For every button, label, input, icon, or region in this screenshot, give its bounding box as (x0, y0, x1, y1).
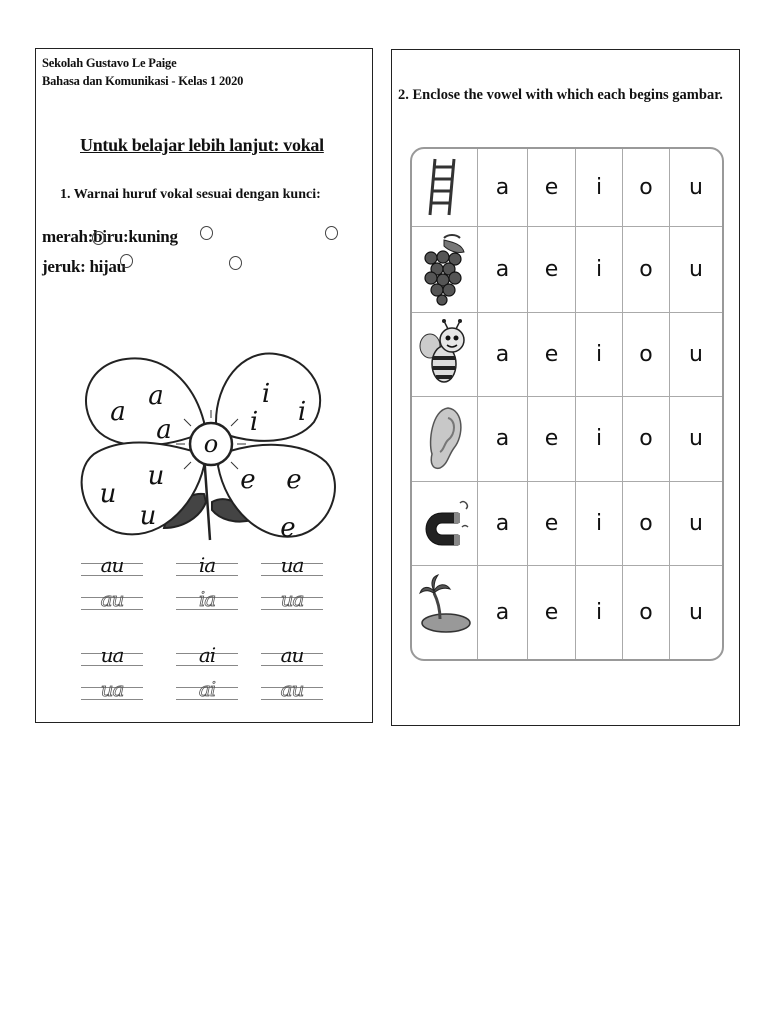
vowel-option-e[interactable]: e (528, 149, 576, 226)
color-key-circle-green[interactable] (229, 256, 242, 270)
flower-letter-i: i (249, 407, 259, 437)
vowel-option-i[interactable]: i (576, 149, 623, 226)
word-practice (261, 643, 323, 669)
word-trace[interactable] (176, 587, 238, 613)
vowel-option-e[interactable]: e (528, 565, 576, 659)
color-key-line-1: merah:biru:kuning (42, 227, 178, 246)
word-trace[interactable] (261, 677, 323, 703)
word-practice (261, 553, 323, 579)
vowel-option-o[interactable]: o (623, 149, 670, 226)
island-icon (418, 571, 474, 645)
word-trace[interactable] (261, 587, 323, 613)
vowel-option-a[interactable]: a (478, 565, 528, 659)
flower-letter-a: a (156, 415, 172, 445)
flower-letter-i: i (261, 379, 271, 409)
flower-letter-e: e (240, 465, 256, 495)
vowel-option-e[interactable]: e (528, 481, 576, 565)
color-key-circle-orange[interactable] (120, 254, 133, 268)
picture-cell (412, 396, 478, 481)
vowel-option-o[interactable]: o (623, 481, 670, 565)
word-trace-text: au (280, 677, 304, 701)
flower-letter-u: u (99, 479, 117, 509)
color-key-circle-yellow[interactable] (325, 226, 338, 240)
magnet-icon (418, 487, 470, 559)
word-trace[interactable] (176, 677, 238, 703)
flower-letter-o: o (203, 430, 219, 458)
vowel-option-o[interactable]: o (623, 312, 670, 396)
right-worksheet (391, 49, 740, 726)
word-text: ai (198, 643, 216, 667)
vowel-option-i[interactable]: i (576, 481, 623, 565)
flower-letter-u: u (147, 461, 165, 491)
vowel-row-magnet (412, 481, 722, 566)
vowel-option-a[interactable]: a (478, 312, 528, 396)
vowel-option-e[interactable]: e (528, 312, 576, 396)
word-text: ua (100, 643, 124, 667)
vowel-row-grapes (412, 226, 722, 313)
vowel-option-e[interactable]: e (528, 226, 576, 312)
vowel-flower-illustration (76, 314, 341, 542)
vowel-option-a[interactable]: a (478, 149, 528, 226)
petal-bottom-right (218, 445, 335, 537)
word-trace-text: ua (100, 677, 124, 701)
picture-cell (412, 226, 478, 312)
vowel-option-i[interactable]: i (576, 396, 623, 481)
instruction-1: 1. Warnai huruf vokal sesuai dengan kunci: (60, 187, 321, 202)
grapes-icon (418, 232, 470, 306)
vowel-option-o[interactable]: o (623, 226, 670, 312)
word-text: ia (198, 553, 216, 577)
vowel-option-o[interactable]: o (623, 565, 670, 659)
vowel-option-o[interactable]: o (623, 396, 670, 481)
flower-letter-e: e (286, 465, 302, 495)
word-trace-text: au (100, 587, 124, 611)
vowel-option-i[interactable]: i (576, 226, 623, 312)
vowel-option-a[interactable]: a (478, 226, 528, 312)
vowel-option-u[interactable]: u (689, 510, 703, 536)
word-practice (81, 553, 143, 579)
word-practice (81, 643, 143, 669)
vowel-option-u[interactable]: u (689, 341, 703, 367)
vowel-row-ladder (412, 149, 722, 227)
vowel-option-e[interactable]: e (528, 396, 576, 481)
bee-icon (418, 318, 470, 390)
vowel-option-a[interactable]: a (478, 481, 528, 565)
vowel-row-ear (412, 396, 722, 482)
word-practice (176, 643, 238, 669)
school-name: Sekolah Gustavo Le Paige (42, 56, 177, 70)
word-text: au (280, 643, 304, 667)
flower-letter-u: u (139, 501, 157, 531)
color-key-circle-blue[interactable] (200, 226, 213, 240)
worksheet-title: Untuk belajar lebih lanjut: vokal (80, 135, 324, 155)
flower-letter-a: a (110, 397, 126, 427)
word-text: ua (280, 553, 304, 577)
instruction-2: 2. Enclose the vowel with which each begins gambar. (398, 87, 723, 103)
vowel-table (410, 147, 724, 661)
vowel-row-bee (412, 312, 722, 397)
left-worksheet (35, 48, 373, 723)
subject-line: Bahasa dan Komunikasi - Kelas 1 2020 (42, 74, 244, 88)
color-key-circle-red[interactable] (92, 231, 105, 245)
ladder-icon (418, 155, 470, 219)
vowel-option-i[interactable]: i (576, 565, 623, 659)
vowel-option-u[interactable]: u (689, 256, 703, 282)
picture-cell (412, 481, 478, 565)
vowel-option-u[interactable]: u (689, 175, 703, 200)
picture-cell (412, 565, 478, 659)
petal-top-left (86, 358, 204, 445)
picture-cell (412, 312, 478, 396)
flower-letter-i: i (297, 397, 307, 427)
color-key-line-2: jeruk: hijau (42, 257, 126, 276)
ear-icon (418, 402, 470, 474)
word-trace[interactable] (81, 587, 143, 613)
word-trace-text: ai (198, 677, 216, 701)
flower-letter-e: e (280, 513, 296, 542)
word-text: au (100, 553, 124, 577)
vowel-option-i[interactable]: i (576, 312, 623, 396)
flower-letter-a: a (148, 381, 164, 411)
word-trace-text: ua (280, 587, 304, 611)
vowel-option-u[interactable]: u (689, 426, 703, 451)
word-practice (176, 553, 238, 579)
word-trace[interactable] (81, 677, 143, 703)
word-trace-text: ia (198, 587, 216, 611)
vowel-row-island (412, 565, 722, 659)
vowel-option-u[interactable]: u (689, 599, 703, 625)
picture-cell (412, 149, 478, 226)
vowel-option-a[interactable]: a (478, 396, 528, 481)
